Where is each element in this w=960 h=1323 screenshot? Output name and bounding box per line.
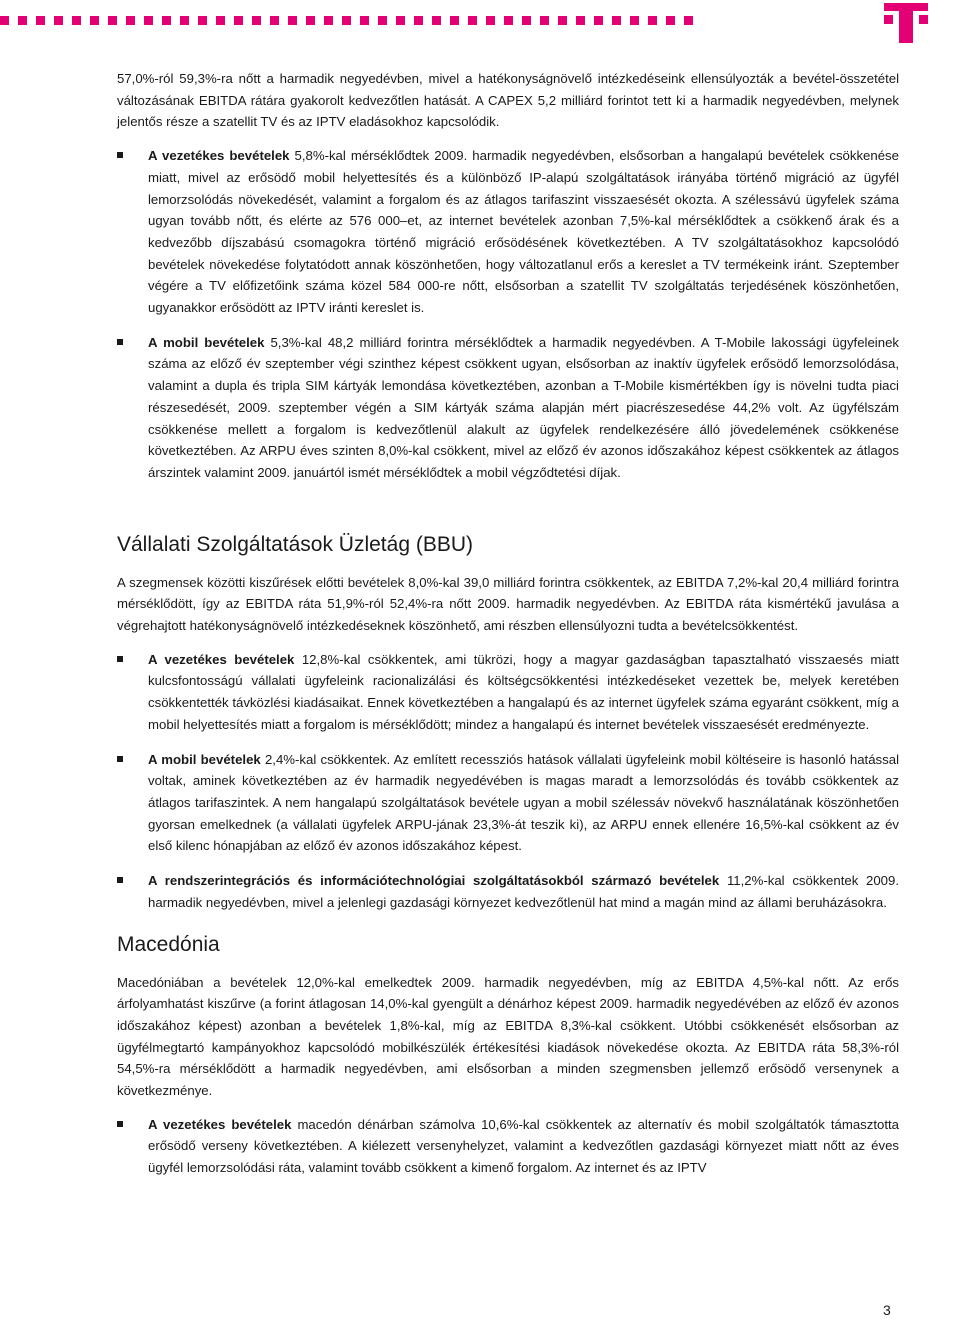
header-dot [594,16,603,25]
bullet-item-macedonia-fixed [117,1114,899,1179]
header-dot [18,16,27,25]
magenta-dot-row [0,16,693,25]
bullet-square-icon [117,877,123,883]
header-dot [576,16,585,25]
header-dot [108,16,117,25]
bullet-text: 11,2%-kal csökkentek 2009. harmadik negyedévben, mivel a jelenlegi gazdasági környezet kedvezőtlenül hat mind a magán mind az állami beruházásokra. [148,873,899,910]
header-dot [414,16,423,25]
header-dot [90,16,99,25]
bullet-lead: A vezetékes bevételek [148,651,295,667]
bullet-text: 5,8%-kal mérséklődtek 2009. harmadik negyedévben, elsősorban a hangalapú bevételek csökkenése miatt, mivel az erősödő mobil helyettesítés és a különböző IP-alapú szolgáltatások irányába történő migráció az ügyfél lemorzsolódás növekedését, valamint a forgalom és az átlagos tarifaszint visszaesését okozta. A szélessávú ügyfelek száma ugyan tovább nőtt, és elérte az 576 000–et, az internet bevételek azonban 7,5%-kal mérséklődtek a csökkenő árak és a kedvezőbb díjszabású csomagokra történő migráció erősödésének következtében. A TV szolgáltatásokhoz kapcsolódó bevételek növekedése folytatódott annak köszönhetően, hogy változatlanul erős a kereslet a TV termékeink iránt. Szeptember végére a TV előfizetőink száma közel 584 000-re nőtt, elsősorban a szatellit TV szolgáltatás terjedésének köszönhetően, ugyanakkor erősödött az IPTV iránti kereslet is. [148,148,899,316]
bullet-item-bbu-systems-integration [117,870,899,913]
header-dot [432,16,441,25]
bullet-lead: A mobil bevételek [148,751,261,767]
header-dot [540,16,549,25]
header-dot [234,16,243,25]
header-dot [72,16,81,25]
header-dot [648,16,657,25]
header-dot [306,16,315,25]
header-dot [0,16,9,25]
header-dot [36,16,45,25]
intro-paragraph: 57,0%-ról 59,3%-ra nőtt a harmadik negyedévben, mivel a hatékonyságnövelő intézkedéseink ellensúlyozták a bevétel-összetétel változásának EBITDA rátára gyakorolt kedvezőtlen hatását. A CAPEX 5,2 milliárd forintot tett ki a harmadik negyedévben, melynek jelentős része a szatellit TV és az IPTV eladásokhoz kapcsolódik. [117,71,899,130]
header-dot [396,16,405,25]
section-heading-bbu: Vállalati Szolgáltatások Üzletág (BBU) [117,532,473,556]
bullet-lead: A vezetékes bevételek [148,1116,292,1132]
header-dot [450,16,459,25]
header-dot [360,16,369,25]
document-body [117,68,899,1192]
bbu-paragraph: A szegmensek közötti kiszűrések előtti bevételek 8,0%-kal 39,0 milliárd forintra csökkentek, az EBITDA 7,2%-kal 20,4 milliárd forintra mérséklődött, így az EBITDA ráta 51,9%-ról 52,4%-ra nőtt 2009. harmadik negyedévben. Az EBITDA ráta kismértékű javulása a végrehajtott hatékonyságnövelő intézkedéseknek köszönhető, ami részben ellensúlyozni tudta a bevételcsökkentést. [117,574,899,634]
bullet-lead: A vezetékes bevételek [148,148,290,164]
header-dot [342,16,351,25]
header-dot [126,16,135,25]
macedonia-paragraph: Macedóniában a bevételek 12,0%-kal emelkedtek 2009. harmadik negyedévben, míg az EBITDA 4,5%-kal nőtt. Az erős árfolyamhatást kiszűrve (a forint átlagosan 14,0%-kal gyengült a dénárhoz képest 2009. harmadik negyedévében az előző év azonos időszakához képest) azonban a bevételek 1,8%-kal, míg az EBITDA 8,3%-kal csökkent. Utóbbi csökkenését elsősorban az ügyfélmegtartó kampányokhoz kapcsolódó mobilkészülék értékesítési kiadások növekedése okozta. Az EBITDA ráta 58,3%-ról 54,5%-ra mérséklődött a harmadik negyedévben, ami elsősorban a minden szegmensben jellemző erősödő versenynek a következménye. [117,974,899,1099]
header-dot [198,16,207,25]
header-dot [54,16,63,25]
header-dot [324,16,333,25]
header-dot [378,16,387,25]
telekom-t-logo-icon [884,3,928,43]
bullet-text: 12,8%-kal csökkentek, ami tükrözi, hogy a magyar gazdaságban tapasztalható visszaesés miatt kulcsfontosságú vállalati ügyfeleink racionalizálási és költségcsökkentési intézkedéseket vezettek be, melyek keretében csökkentették távközlési kiadásaikat. Ennek következtében a hangalapú és az internet ügyfelek száma egyaránt csökkent, míg a mobil helyettesítés miatt a forgalom is mérséklődött; mindez a hangalapú és internet bevételek visszaesését eredményezte. [148,651,899,732]
bullet-square-icon [117,756,123,762]
header-dot [144,16,153,25]
header-dot [270,16,279,25]
bullet-item-bbu-mobile [117,749,899,858]
header-dot [522,16,531,25]
section-heading-macedonia: Macedónia [117,932,220,956]
bullet-text: macedón dénárban számolva 10,6%-kal csökkentek az alternatív és mobil szolgáltatók támasztotta erősödő verseny következtében. A kiélezett versenyhelyzet, valamint a kedvezőtlen gazdasági környezet miatt nőtt az éves ügyfél lemorzsolódási ráta, valamint tovább csökkent a kimenő forgalom. Az internet és az IPTV [148,1116,899,1176]
header-dot [666,16,675,25]
header-dot [630,16,639,25]
bullet-lead: A mobil bevételek [148,334,265,350]
header-dot [216,16,225,25]
header-dot [468,16,477,25]
header-dot [252,16,261,25]
bullet-text: 2,4%-kal csökkentek. Az említett recessziós hatások vállalati ügyfeleink mobil költéseire is hasonló hatással voltak, aminek következtében az év harmadik negyedévében is magas maradt a lemorzsolódás és tovább csökkentek az átlagos tarifaszintek. A nem hangalapú szolgáltatások bevétele ugyan a mobil szélessáv növekvő használatának köszönhetően gyorsan emelkednek (a vállalati ügyfelek ARPU-jának 23,3%-át teszik ki), az ARPU ennek ellenére 16,5%-kal csökkent az év első kilenc hónapjában az előző év azonos időszakához képest. [148,751,899,854]
bullet-item-mobile-revenue [117,332,899,484]
page-header [0,0,960,45]
bullet-item-bbu-fixed [117,649,899,736]
header-dot [558,16,567,25]
header-dot [180,16,189,25]
page-number: 3 [883,1302,891,1318]
header-dot [486,16,495,25]
header-dot [612,16,621,25]
header-dot [684,16,693,25]
bullet-square-icon [117,339,123,345]
bullet-square-icon [117,152,123,158]
bullet-square-icon [117,656,123,662]
bullet-text: 5,3%-kal 48,2 milliárd forintra mérséklődtek a harmadik negyedévben. A T-Mobile lakossági ügyfeleinek száma az előző év szeptember végi szinthez képest csökkent ugyan, elsősorban az inaktív ügyfelek erősödő lemorzsolódása, valamint a dupla és tripla SIM kártyák lemondása következtében, azonban a T-Mobile kismértékben így is növelni tudta piaci részesedését, 2009. szeptember végén a SIM kártyák száma alapján mért piacrészesedése 44,2% volt. Az ügyfélszám csökkenése mellett a forgalom is kedvezőtlenül alakult az ügyfelek rendelkezésére álló jövedelemének csökkenése következtében. Az ARPU éves szinten 8,0%-kal csökkent, mivel az előző év azonos időszakához képest csökkentek az átlagos árszintek valamint 2009. januártól ismét mérséklődtek a mobil végződtetési díjak. [148,334,899,480]
header-dot [288,16,297,25]
bullet-item-fixed-revenue [117,145,899,319]
bullet-lead: A rendszerintegrációs és információtechnológiai szolgáltatásokból származó bevételek [148,873,720,889]
header-dot [504,16,513,25]
bullet-square-icon [117,1121,123,1127]
header-dot [162,16,171,25]
